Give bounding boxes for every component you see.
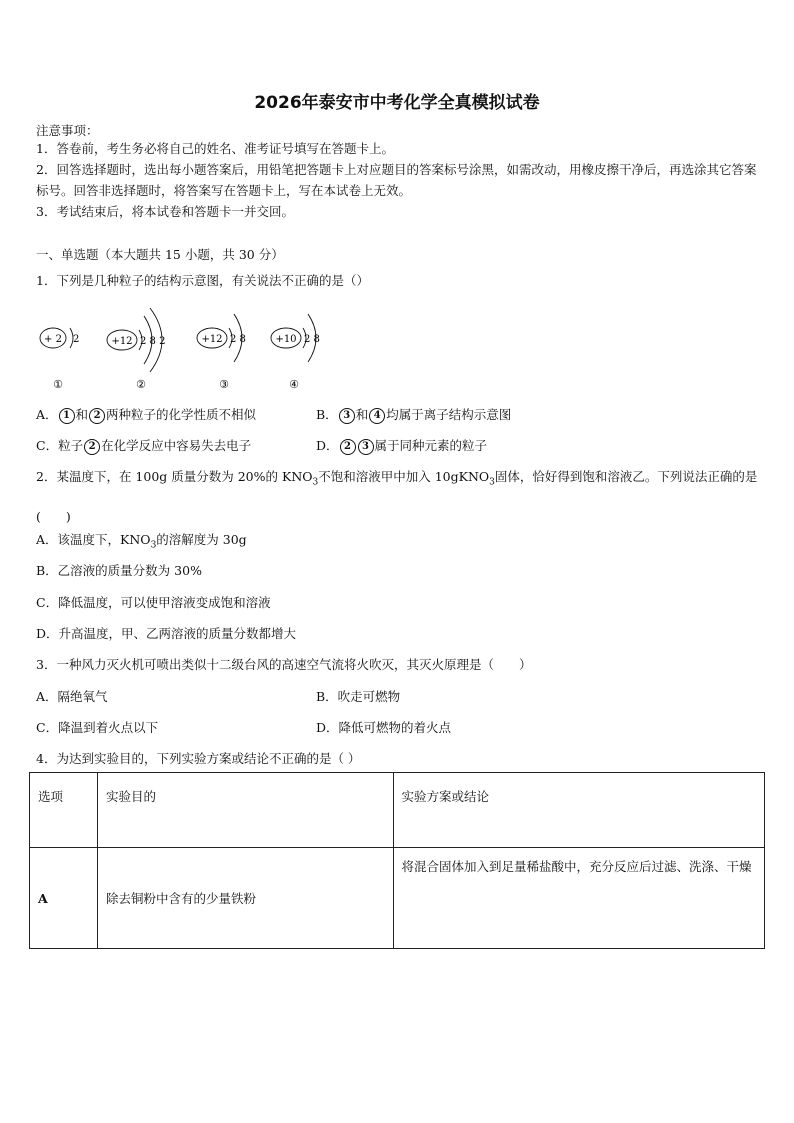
q1-stem: 1．下列是几种粒子的结构示意图，有关说法不正确的是（） — [36, 273, 369, 288]
q2-option-b[interactable]: B．乙溶液的质量分数为 30% — [36, 563, 202, 578]
header-option: 选项 — [30, 773, 98, 848]
q2-option-c[interactable]: C．降低温度，可以使甲溶液变成饱和溶液 — [36, 595, 271, 610]
atom-2-nucleus: +12 — [111, 336, 133, 347]
notice-item-3: 3．考试结束后，将本试卷和答题卡一并交回。 — [36, 204, 294, 219]
atom-1-shells: 2 — [73, 334, 80, 345]
atom-3-nucleus: +12 — [201, 334, 223, 345]
atom-diagram-1 — [40, 328, 79, 391]
notice-item-2: 2．回答选择题时，选出每小题答案后，用铅笔把答题卡上对应题目的答案标号涂黑，如需改动，用橡皮擦干净后，再选涂其它答案标号。回答非选择题时，将答案写在答题卡上，写在本试卷上无效。 — [36, 162, 757, 198]
q2-option-a[interactable]: A．该温度下，$KNO_3$的溶解度为 30g — [36, 532, 247, 551]
q2-stem: 2．某温度下，在 100g 质量分数为 20%的 $KNO_3$不饱和溶液甲中加入 10gKNO$_3$固体，恰好得到饱和溶液乙。下列说法正确的是( ) — [36, 469, 758, 524]
circled-number: 2 — [84, 439, 100, 455]
q3-stem: 3．一种风力灭火机可喷出类似十二级台风的高速空气流将火吹灭，其灭火原理是（ ） — [36, 657, 532, 672]
q3-option-a[interactable]: A．隔绝氧气 — [36, 689, 108, 704]
circled-number: 3 — [339, 408, 355, 424]
q3-option-d[interactable]: D．降低可燃物的着火点 — [316, 720, 452, 735]
cell-plan: 将混合固体加入到足量稀盐酸中，充分反应后过滤、洗涤、干燥 — [393, 848, 764, 949]
q1-option-b[interactable]: B． 3 和 4 均属于离子结构示意图 — [316, 407, 512, 422]
atom-diagram-3 — [197, 314, 246, 391]
q2-option-d[interactable]: D．升高温度，甲、乙两溶液的质量分数都增大 — [36, 626, 297, 641]
page-title: 2026年泰安市中考化学全真模拟试卷 — [254, 93, 540, 113]
notice-item-1: 1．答卷前，考生务必将自己的姓名、准考证号填写在答题卡上。 — [36, 141, 394, 156]
q3-option-b[interactable]: B．吹走可燃物 — [316, 689, 401, 704]
circled-number: 2 — [89, 408, 105, 424]
atom-3-label: ③ — [219, 378, 229, 391]
q4-table — [29, 772, 765, 949]
atom-diagram-2 — [107, 308, 165, 391]
q1-option-c[interactable]: C．粒子 2 在化学反应中容易失去电子 — [36, 438, 252, 453]
header-plan: 实验方案或结论 — [393, 773, 764, 848]
cell-purpose: 除去铜粉中含有的少量铁粉 — [97, 848, 393, 949]
atom-1-nucleus: + 2 — [44, 334, 62, 345]
atom-4-label: ④ — [289, 378, 299, 391]
table-row[interactable] — [30, 848, 765, 949]
table-header-row — [30, 773, 765, 848]
circled-number: 4 — [369, 408, 385, 424]
atom-1-label: ① — [53, 378, 63, 391]
atom-3-shells: 2 8 — [230, 334, 246, 345]
atom-4-nucleus: +10 — [275, 334, 297, 345]
circled-number: 3 — [358, 439, 374, 455]
atom-structure-diagrams — [36, 306, 346, 396]
q4-stem: 4．为达到实验目的，下列实验方案或结论不正确的是（ ） — [36, 751, 361, 766]
circled-number: 1 — [59, 408, 75, 424]
header-purpose: 实验目的 — [97, 773, 393, 848]
circled-number: 2 — [340, 439, 356, 455]
q1-option-a[interactable]: A． 1 和 2 两种粒子的化学性质不相似 — [36, 407, 257, 422]
atom-2-label: ② — [136, 378, 146, 391]
section-heading: 一、单选题（本大题共 15 小题，共 30 分） — [36, 247, 284, 262]
notice-heading: 注意事项： — [36, 123, 99, 138]
cell-option: A — [30, 848, 98, 949]
q1-option-d[interactable]: D． 2 3 属于同种元素的粒子 — [316, 438, 488, 453]
atom-2-shells: 2 8 2 — [140, 336, 166, 347]
atom-4-shells: 2 8 — [304, 334, 320, 345]
q3-option-c[interactable]: C．降温到着火点以下 — [36, 720, 159, 735]
atom-diagram-4 — [271, 314, 320, 391]
